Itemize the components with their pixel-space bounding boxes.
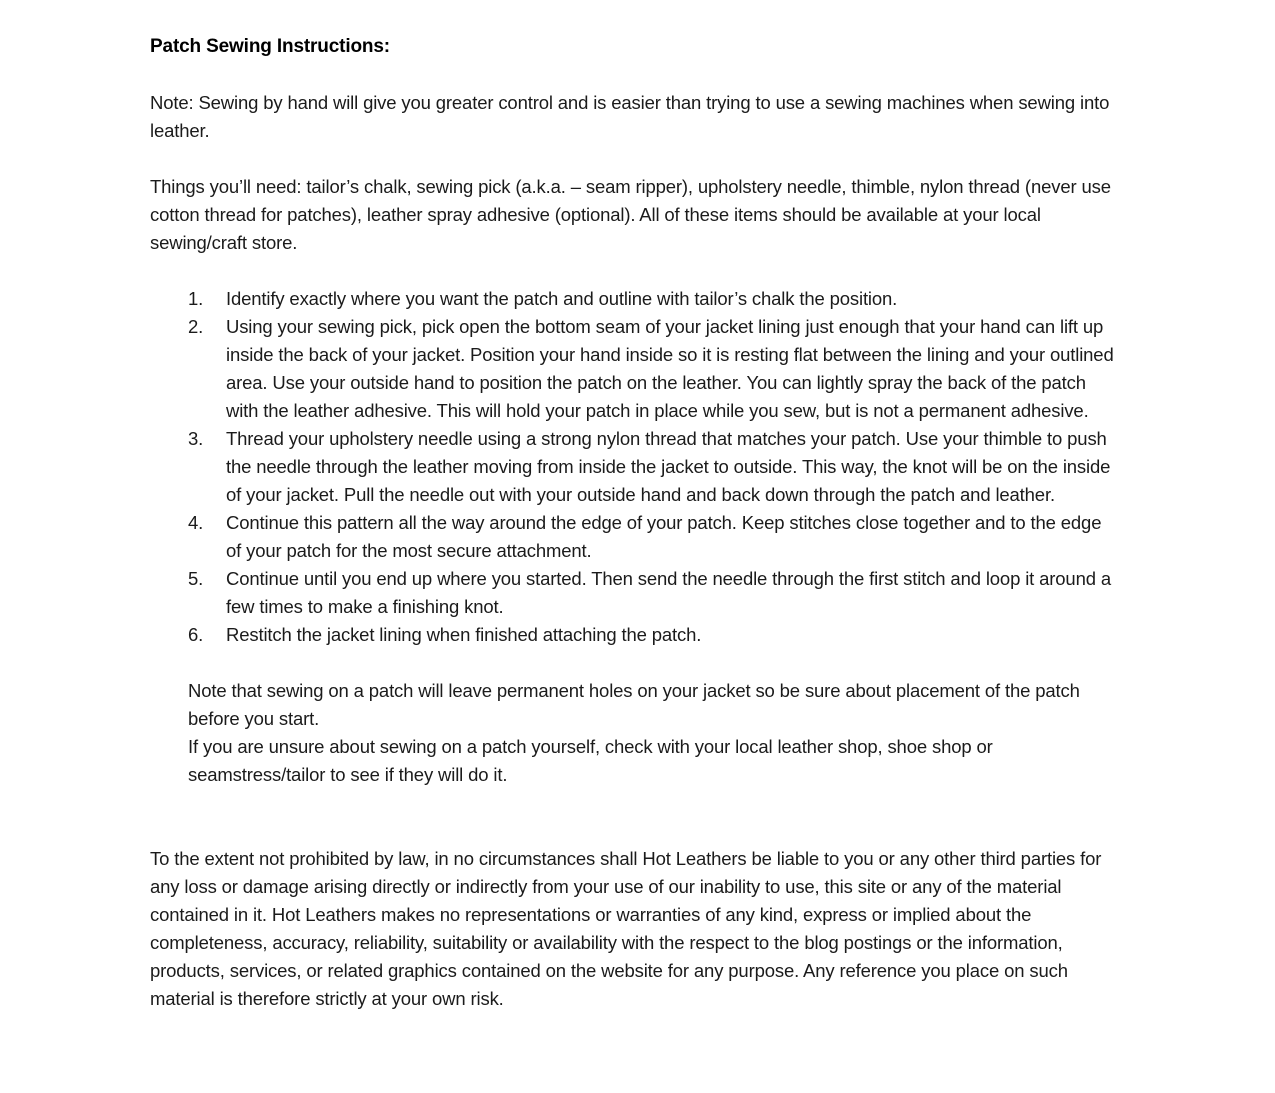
- list-item-number: 2.: [188, 316, 204, 337]
- list-item: [150, 621, 1125, 649]
- paragraph-supplies-list: Things you’ll need: tailor’s chalk, sewing pick (a.k.a. – seam ripper), upholstery needle, thimble, nylon thread (never use cotton thread for patches), leather spray adhesive (optional). All of these items should be available at your local sewing/craft store.: [150, 176, 1111, 253]
- list-item-number: 4.: [188, 512, 204, 533]
- list-item-text: Continue until you end up where you started. Then send the needle through the first stitch and loop it around a few times to make a finishing knot.: [226, 568, 1111, 617]
- paragraph-legal-disclaimer: To the extent not prohibited by law, in no circumstances shall Hot Leathers be liable to you or any other third parties for any loss or damage arising directly or indirectly from your use of our inability to use, this site or any of the material contained in it. Hot Leathers makes no representations or warranties of any kind, express or implied about the completeness, accuracy, reliability, suitability or availability with the respect to the blog postings or the information, products, services, or related graphics contained on the website for any purpose. Any reference you place on such material is therefore strictly at your own risk.: [150, 848, 1102, 1009]
- paragraph-hand-sewing-note: Note: Sewing by hand will give you greater control and is easier than trying to use a sewing machines when sewing into leather.: [150, 92, 1110, 141]
- instruction-steps-list: [150, 285, 1125, 649]
- paragraph-professional-help-note: If you are unsure about sewing on a patch yourself, check with your local leather shop, shoe shop or seamstress/tailor to see if they will do it.: [188, 736, 993, 785]
- list-item-number: 5.: [188, 568, 204, 589]
- list-item: [150, 565, 1125, 621]
- list-item-number: 6.: [188, 624, 204, 645]
- list-item-text: Identify exactly where you want the patch and outline with tailor’s chalk the position.: [226, 288, 898, 309]
- list-item: [150, 425, 1125, 509]
- list-item-text: Restitch the jacket lining when finished attaching the patch.: [226, 624, 702, 645]
- list-item-text: Continue this pattern all the way around the edge of your patch. Keep stitches close together and to the edge of your patch for the most secure attachment.: [226, 512, 1102, 561]
- list-item: [150, 285, 1125, 313]
- list-item-number: 1.: [188, 288, 204, 309]
- list-item: [150, 313, 1125, 425]
- page-title: Patch Sewing Instructions:: [150, 36, 390, 57]
- list-item-text: Thread your upholstery needle using a strong nylon thread that matches your patch. Use your thimble to push the needle through the leather moving from inside the jacket to outside. This way, the knot will be on the inside of your jacket. Pull the needle out with your outside hand and back down through the patch and leather.: [226, 428, 1111, 505]
- paragraph-permanent-holes-note: Note that sewing on a patch will leave permanent holes on your jacket so be sure about placement of the patch before you start.: [188, 680, 1080, 729]
- list-item-text: Using your sewing pick, pick open the bottom seam of your jacket lining just enough that your hand can lift up inside the back of your jacket. Position your hand inside so it is resting flat between the lining and your outlined area. Use your outside hand to position the patch on the leather. You can lightly spray the back of the patch with the leather adhesive. This will hold your patch in place while you sew, but is not a permanent adhesive.: [226, 316, 1114, 421]
- list-item-number: 3.: [188, 428, 204, 449]
- placement-notes-block: [188, 677, 1125, 789]
- list-item: [150, 509, 1125, 565]
